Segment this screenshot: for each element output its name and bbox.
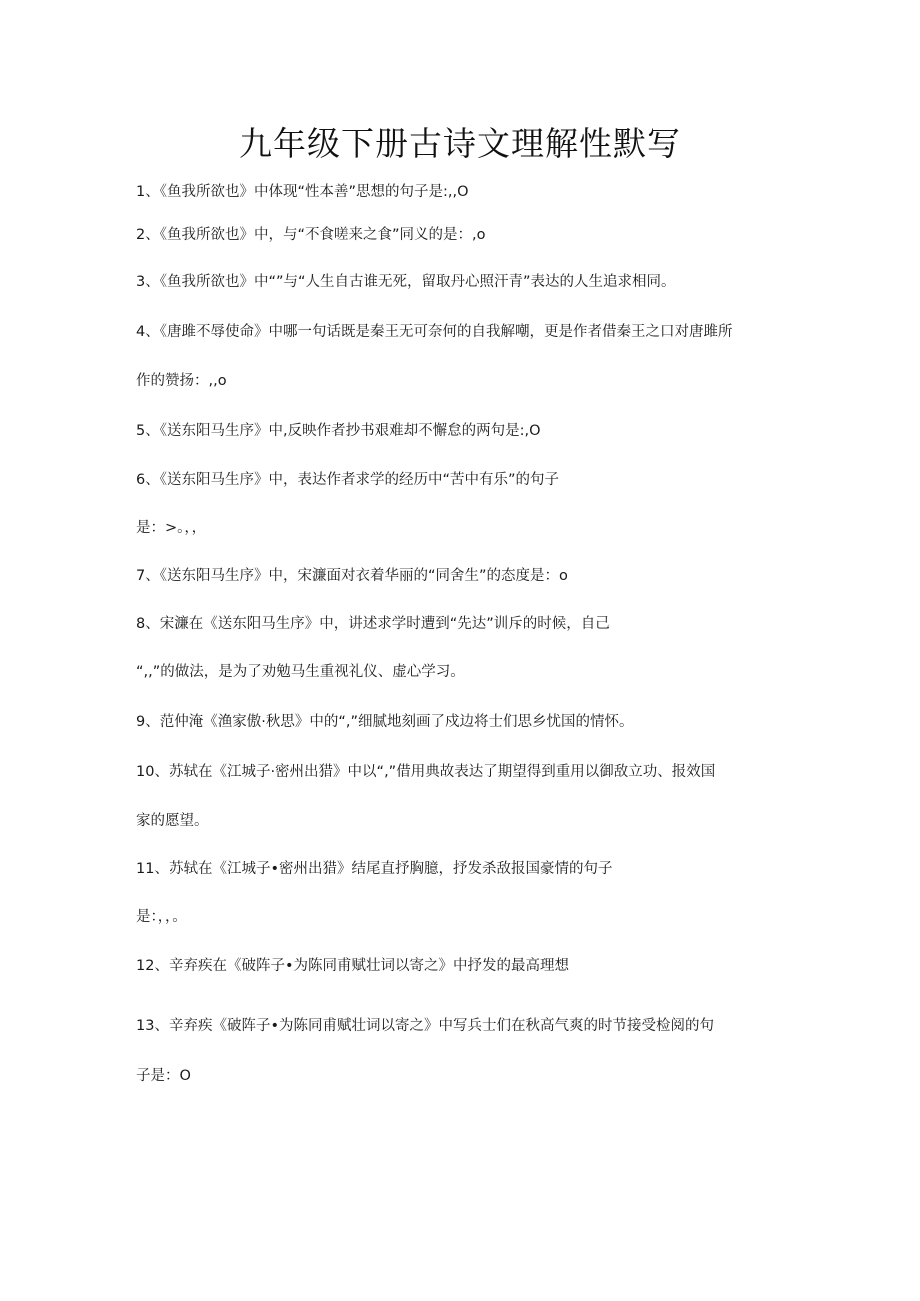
question-6-cont: 是：>。，，: [136, 520, 207, 536]
question-8-cont: “,,”的做法，是为了劝勉马生重视礼仪、虚心学习。: [136, 664, 465, 680]
question-4-cont: 作的赞扬：,,o: [136, 373, 227, 389]
question-8: 8、宋濂在《送东阳马生序》中，讲述求学时遭到“先达”训斥的时候，自己: [136, 616, 610, 632]
question-6: 6、《送东阳马生序》中，表达作者求学的经历中“苦中有乐”的句子: [136, 472, 559, 488]
question-10: 10、苏轼在《江城子·密州出猎》中以“,”借用典故表达了期望得到重用以御敌立功、报效国: [136, 764, 716, 780]
question-5: 5、《送东阳马生序》中,反映作者抄书艰难却不懈怠的两句是:,O: [136, 423, 541, 439]
question-13-cont: 子是：O: [136, 1068, 191, 1084]
question-3: 3、《鱼我所欲也》中“”与“人生自古谁无死，留取丹心照汗青”表达的人生追求相同。: [136, 274, 676, 290]
question-13: 13、辛弃疾《破阵子•为陈同甫赋壮词以寄之》中写兵士们在秋高气爽的时节接受检阅的句: [136, 1018, 714, 1034]
question-11-cont: 是：，，。: [136, 909, 187, 925]
question-11: 11、苏轼在《江城子•密州出猎》结尾直抒胸臆，抒发杀敌报国豪情的句子: [136, 861, 613, 877]
question-9: 9、范仲淹《渔家傲·秋思》中的“,”细腻地刻画了戍边将士们思乡忧国的情怀。: [136, 714, 634, 730]
question-1: 1、《鱼我所欲也》中体现“性本善”思想的句子是:,,O: [136, 184, 469, 200]
document-title: 九年级下册古诗文理解性默写: [239, 124, 681, 163]
question-10-cont: 家的愿望。: [136, 813, 209, 829]
question-7: 7、《送东阳马生序》中，宋濂面对衣着华丽的“同舍生”的态度是：o: [136, 568, 568, 584]
question-4: 4、《唐雎不辱使命》中哪一句话既是秦王无可奈何的自我解嘲，更是作者借秦王之口对唐雎所: [136, 324, 733, 340]
question-2: 2、《鱼我所欲也》中，与“不食嗟来之食”同义的是：,o: [136, 227, 486, 243]
question-12: 12、辛弃疾在《破阵子•为陈同甫赋壮词以寄之》中抒发的最高理想: [136, 958, 570, 974]
